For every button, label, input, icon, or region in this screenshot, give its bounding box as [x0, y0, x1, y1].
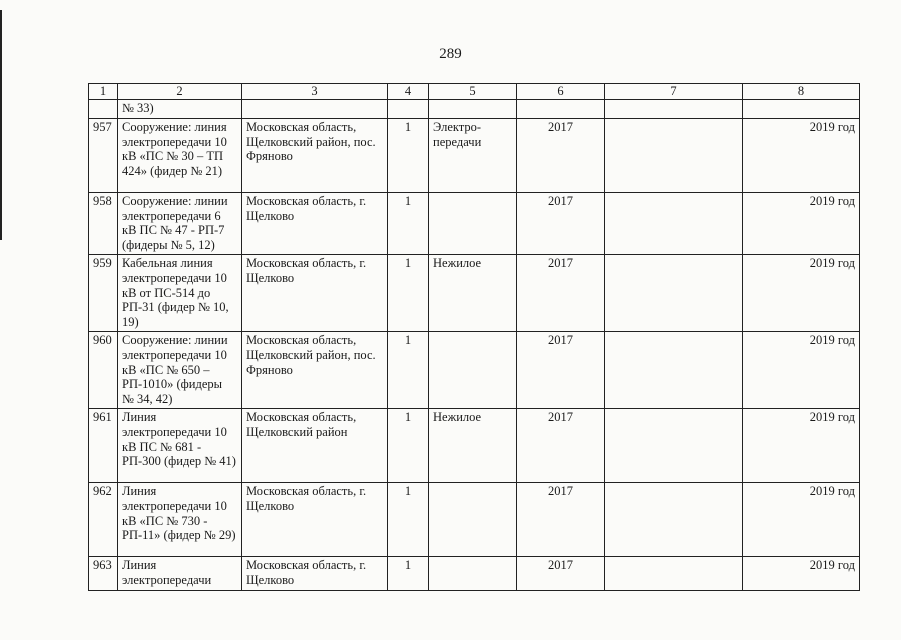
table-row	[89, 332, 860, 409]
cell-name: Линия электропередачи 10 кВ «ПС № 730 - РП-11» (фидер № 29)	[118, 483, 242, 557]
header-cell: 1	[89, 84, 118, 100]
cell-num	[89, 100, 118, 119]
cell-num: 958	[89, 193, 118, 255]
cell-term	[743, 100, 860, 119]
page-number: 289	[439, 46, 462, 62]
cell-term: 2019 год	[743, 409, 860, 483]
cell-qty	[388, 100, 429, 119]
cell-qty: 1	[388, 119, 429, 193]
cell-qty: 1	[388, 193, 429, 255]
cell-num: 960	[89, 332, 118, 409]
cell-name: Сооружение: линия электропередачи 10 кВ «ПС № 30 – ТП 424» (фидер № 21)	[118, 119, 242, 193]
cell-col7	[605, 332, 743, 409]
cell-year: 2017	[517, 332, 605, 409]
cell-qty: 1	[388, 557, 429, 590]
cell-year: 2017	[517, 409, 605, 483]
cell-purpose	[429, 332, 517, 409]
cell-col7	[605, 483, 743, 557]
table-row	[89, 557, 860, 590]
header-cell: 4	[388, 84, 429, 100]
cell-num: 959	[89, 255, 118, 332]
cell-address: Московская область, г. Щелково	[242, 483, 388, 557]
cell-col7	[605, 119, 743, 193]
header-cell: 2	[118, 84, 242, 100]
table-row	[89, 119, 860, 193]
cell-qty: 1	[388, 255, 429, 332]
cell-name: Сооружение: линии электропередачи 6 кВ ПС № 47 - РП-7 (фидеры № 5, 12)	[118, 193, 242, 255]
cell-year: 2017	[517, 193, 605, 255]
cell-name: Линия электропередачи	[118, 557, 242, 590]
cell-address	[242, 100, 388, 119]
cell-year: 2017	[517, 483, 605, 557]
cell-term: 2019 год	[743, 557, 860, 590]
cell-name: № 33)	[118, 100, 242, 119]
table-row	[89, 483, 860, 557]
cell-col7	[605, 255, 743, 332]
header-cell: 7	[605, 84, 743, 100]
cell-name: Линия электропередачи 10 кВ ПС № 681 - РП-300 (фидер № 41)	[118, 409, 242, 483]
header-cell: 6	[517, 84, 605, 100]
cell-name: Сооружение: линии электропередачи 10 кВ «ПС № 650 – РП-1010» (фидеры № 34, 42)	[118, 332, 242, 409]
cell-col7	[605, 557, 743, 590]
cell-purpose	[429, 100, 517, 119]
cell-purpose: Электро-передачи	[429, 119, 517, 193]
header-cell: 8	[743, 84, 860, 100]
cell-purpose	[429, 193, 517, 255]
continuation-row	[89, 100, 860, 119]
table-header-row	[89, 84, 860, 100]
cell-purpose: Нежилое	[429, 255, 517, 332]
cell-name: Кабельная линия электропередачи 10 кВ от ПС-514 до РП-31 (фидер № 10, 19)	[118, 255, 242, 332]
cell-term: 2019 год	[743, 255, 860, 332]
header-cell: 5	[429, 84, 517, 100]
cell-col7	[605, 100, 743, 119]
cell-num: 961	[89, 409, 118, 483]
cell-qty: 1	[388, 409, 429, 483]
property-table	[88, 83, 860, 591]
cell-address: Московская область, Щелковский район, пос. Фряново	[242, 119, 388, 193]
cell-year: 2017	[517, 119, 605, 193]
cell-address: Московская область, г. Щелково	[242, 255, 388, 332]
cell-term: 2019 год	[743, 119, 860, 193]
cell-qty: 1	[388, 332, 429, 409]
cell-purpose	[429, 557, 517, 590]
cell-num: 962	[89, 483, 118, 557]
cell-address: Московская область, г. Щелково	[242, 557, 388, 590]
cell-term: 2019 год	[743, 483, 860, 557]
table-row	[89, 193, 860, 255]
cell-col7	[605, 409, 743, 483]
cell-year	[517, 100, 605, 119]
cell-term: 2019 год	[743, 332, 860, 409]
table-row	[89, 409, 860, 483]
cell-purpose: Нежилое	[429, 409, 517, 483]
cell-year: 2017	[517, 557, 605, 590]
header-cell: 3	[242, 84, 388, 100]
cell-address: Московская область, Щелковский район, пос. Фряново	[242, 332, 388, 409]
cell-qty: 1	[388, 483, 429, 557]
cell-term: 2019 год	[743, 193, 860, 255]
cell-address: Московская область, г. Щелково	[242, 193, 388, 255]
cell-col7	[605, 193, 743, 255]
cell-num: 963	[89, 557, 118, 590]
cell-purpose	[429, 483, 517, 557]
table-row	[89, 255, 860, 332]
cell-num: 957	[89, 119, 118, 193]
cell-year: 2017	[517, 255, 605, 332]
scan-edge-mark	[0, 10, 2, 240]
cell-address: Московская область, Щелковский район	[242, 409, 388, 483]
